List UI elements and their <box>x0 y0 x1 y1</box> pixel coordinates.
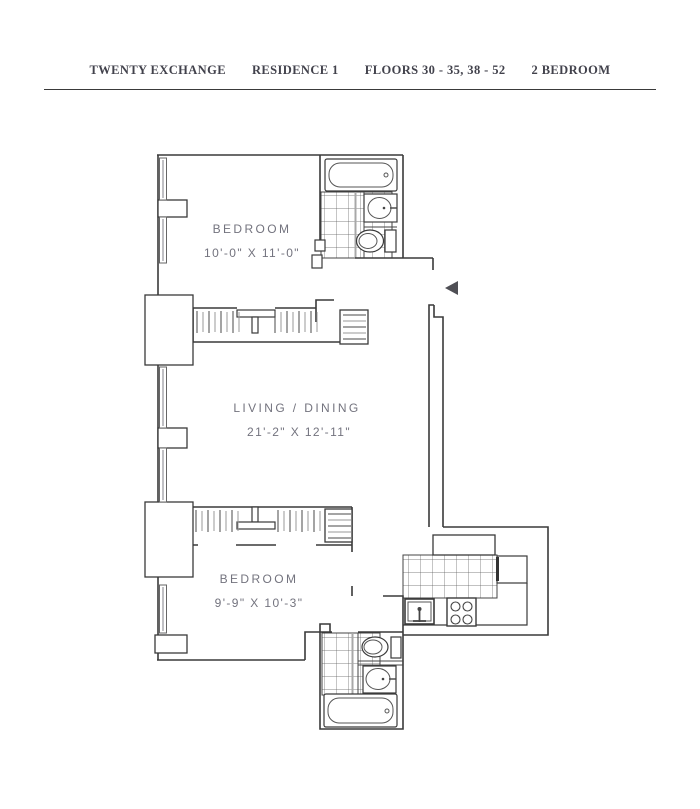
kitchen-sink <box>405 599 434 624</box>
window-icon <box>160 585 167 633</box>
bedroom-1-label: BEDROOM <box>212 222 292 236</box>
closet-rod-hangers <box>196 510 238 532</box>
closet-divider <box>237 310 275 317</box>
bathtub <box>325 159 397 191</box>
header-residence: RESIDENCE 1 <box>251 63 339 77</box>
closet-rod-hangers <box>275 311 317 333</box>
refrigerator <box>497 556 527 583</box>
closet-row-bedroom-2 <box>196 507 352 542</box>
window-icon <box>160 217 167 263</box>
closet-divider-stem <box>252 317 258 333</box>
bathtub <box>324 694 397 727</box>
bedroom-1-dimensions: 10'-0" X 11'-0" <box>204 246 300 260</box>
closet-divider <box>237 522 275 529</box>
door-jamb <box>312 255 322 268</box>
bathroom-sink <box>364 194 397 222</box>
kitchen-counter-bar <box>433 535 495 555</box>
living-dining-label: LIVING / DINING <box>233 401 361 415</box>
window-icon <box>160 158 167 200</box>
stove <box>447 598 476 626</box>
bathroom-sink <box>363 666 396 693</box>
bedroom-2-label: BEDROOM <box>219 572 299 586</box>
closet-rod-hangers <box>197 311 239 333</box>
header-unit-type: 2 BEDROOM <box>531 63 611 77</box>
wall-step <box>315 240 325 251</box>
left-wall-columns <box>145 200 193 653</box>
header-building-name: TWENTY EXCHANGE <box>89 63 226 77</box>
shelf-closet <box>340 310 368 344</box>
entry-arrow-icon <box>445 281 458 295</box>
toilet <box>357 230 397 252</box>
closet-rod-hangers <box>278 510 320 532</box>
kitchen-tile-floor <box>403 555 497 598</box>
shelf-closet <box>325 509 352 542</box>
header-floors: FLOORS 30 - 35, 38 - 52 <box>364 63 506 77</box>
living-dining-dimensions: 21'-2" X 12'-11" <box>247 425 351 439</box>
closet-divider-stem <box>252 507 258 522</box>
bedroom-2-dimensions: 9'-9" X 10'-3" <box>214 596 304 610</box>
window-icon <box>160 448 167 502</box>
toilet <box>362 637 401 658</box>
window-icon <box>160 367 167 428</box>
plan-header <box>44 63 656 90</box>
